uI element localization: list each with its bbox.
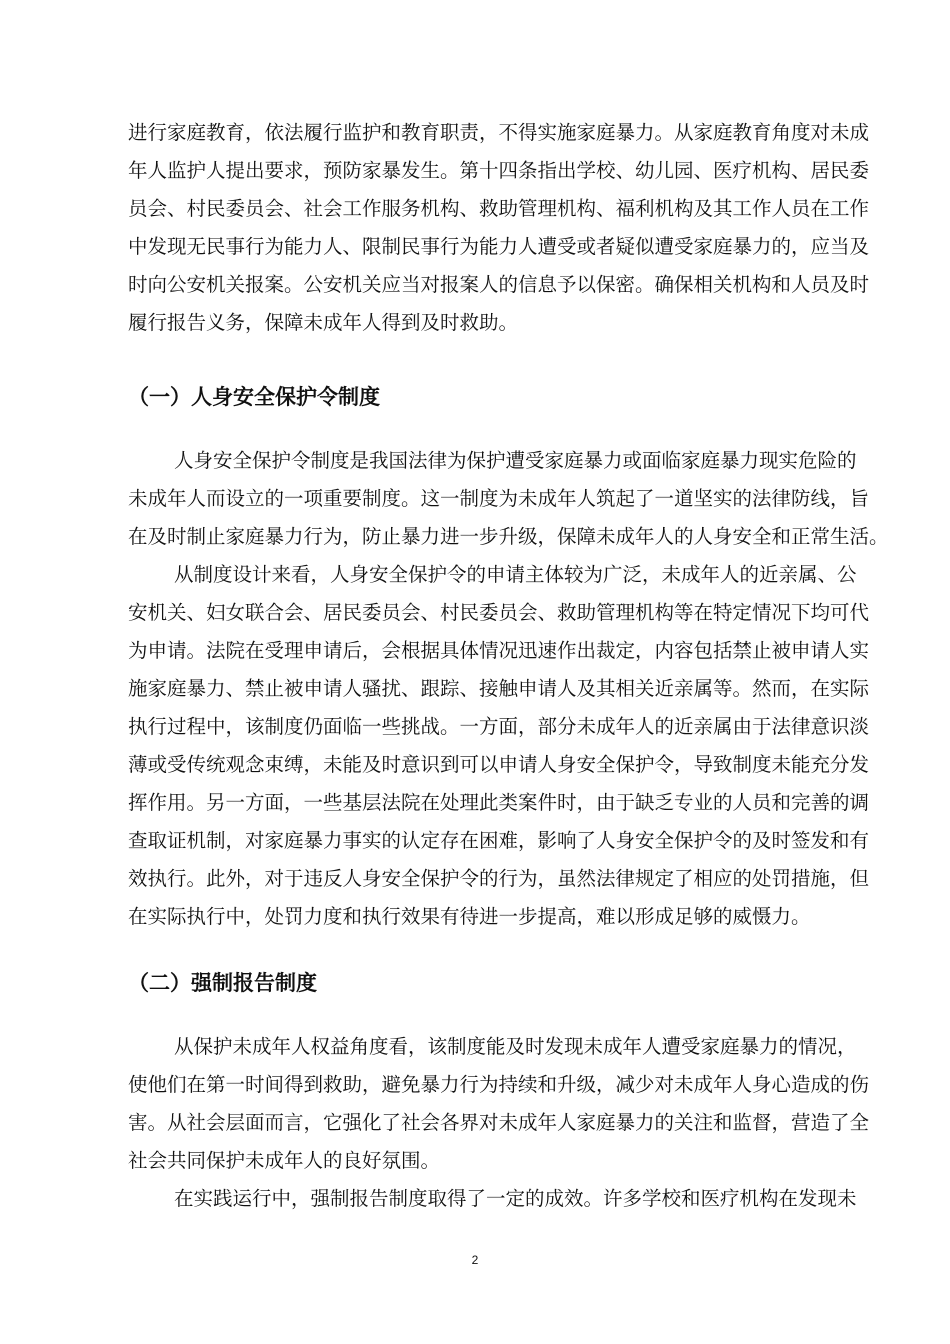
body-text-line: 履行报告义务，保障未成年人得到及时救助。 — [128, 311, 519, 334]
paragraph-first-line: 从保护未成年人权益角度看，该制度能及时发现未成年人遭受家庭暴力的情况， — [174, 1035, 857, 1058]
body-text-line: 为申请。法院在受理申请后，会根据具体情况迅速作出裁定，内容包括禁止被申请人实 — [128, 639, 870, 662]
paragraph-first-line: 人身安全保护令制度是我国法律为保护遭受家庭暴力或面临家庭暴力现实危险的 — [174, 449, 857, 472]
body-text-line: 在及时制止家庭暴力行为，防止暴力进一步升级，保障未成年人的人身安全和正常生活。 — [128, 525, 889, 548]
body-text-line: 在实际执行中，处罚力度和执行效果有待进一步提高，难以形成足够的威慑力。 — [128, 905, 811, 928]
section-heading-mandatory-report: （二）强制报告制度 — [128, 971, 317, 995]
body-text-line: 年人监护人提出要求，预防家暴发生。第十四条指出学校、幼儿园、医疗机构、居民委 — [128, 159, 870, 182]
page-number: 2 — [471, 1253, 479, 1267]
document-body — [128, 114, 889, 1218]
body-text-line: 进行家庭教育，依法履行监护和教育职责，不得实施家庭暴力。从家庭教育角度对未成 — [128, 121, 870, 144]
body-text-line: 效执行。此外，对于违反人身安全保护令的行为，虽然法律规定了相应的处罚措施，但 — [128, 867, 870, 890]
spacer — [128, 1002, 862, 1028]
body-text-line: 薄或受传统观念束缚，未能及时意识到可以申请人身安全保护令，导致制度未能充分发 — [128, 753, 870, 776]
body-text-line: 害。从社会层面而言，它强化了社会各界对未成年人家庭暴力的关注和监督，营造了全 — [128, 1111, 870, 1134]
body-text-line: 挥作用。另一方面，一些基层法院在处理此类案件时，由于缺乏专业的人员和完善的调 — [128, 791, 870, 814]
paragraph-first-line: 在实践运行中，强制报告制度取得了一定的成效。许多学校和医疗机构在发现未 — [174, 1187, 857, 1210]
section-heading-protection-order: （一）人身安全保护令制度 — [128, 385, 380, 409]
spacer — [128, 936, 862, 964]
body-text-line: 使他们在第一时间得到救助，避免暴力行为持续和升级，减少对未成年人身心造成的伤 — [128, 1073, 870, 1096]
body-text-line: 未成年人而设立的一项重要制度。这一制度为未成年人筑起了一道坚实的法律防线，旨 — [128, 487, 870, 510]
paragraph-first-line: 从制度设计来看，人身安全保护令的申请主体较为广泛，未成年人的近亲属、公 — [174, 563, 857, 586]
body-text-line: 中发现无民事行为能力人、限制民事行为能力人遭受或者疑似遭受家庭暴力的，应当及 — [128, 235, 870, 258]
body-text-line: 查取证机制，对家庭暴力事实的认定存在困难，影响了人身安全保护令的及时签发和有 — [128, 829, 870, 852]
body-text-line: 执行过程中，该制度仍面临一些挑战。一方面，部分未成年人的近亲属由于法律意识淡 — [128, 715, 870, 738]
body-text-line: 安机关、妇女联合会、居民委员会、村民委员会、救助管理机构等在特定情况下均可代 — [128, 601, 870, 624]
body-text-line: 施家庭暴力、禁止被申请人骚扰、跟踪、接触申请人及其相关近亲属等。然而，在实际 — [128, 677, 870, 700]
body-text-line: 员会、村民委员会、社会工作服务机构、救助管理机构、福利机构及其工作人员在工作 — [128, 197, 870, 220]
spacer — [128, 416, 862, 442]
spacer — [128, 342, 862, 378]
body-text-line: 时向公安机关报案。公安机关应当对报案人的信息予以保密。确保相关机构和人员及时 — [128, 273, 870, 296]
body-text-line: 社会共同保护未成年人的良好氛围。 — [128, 1149, 441, 1172]
